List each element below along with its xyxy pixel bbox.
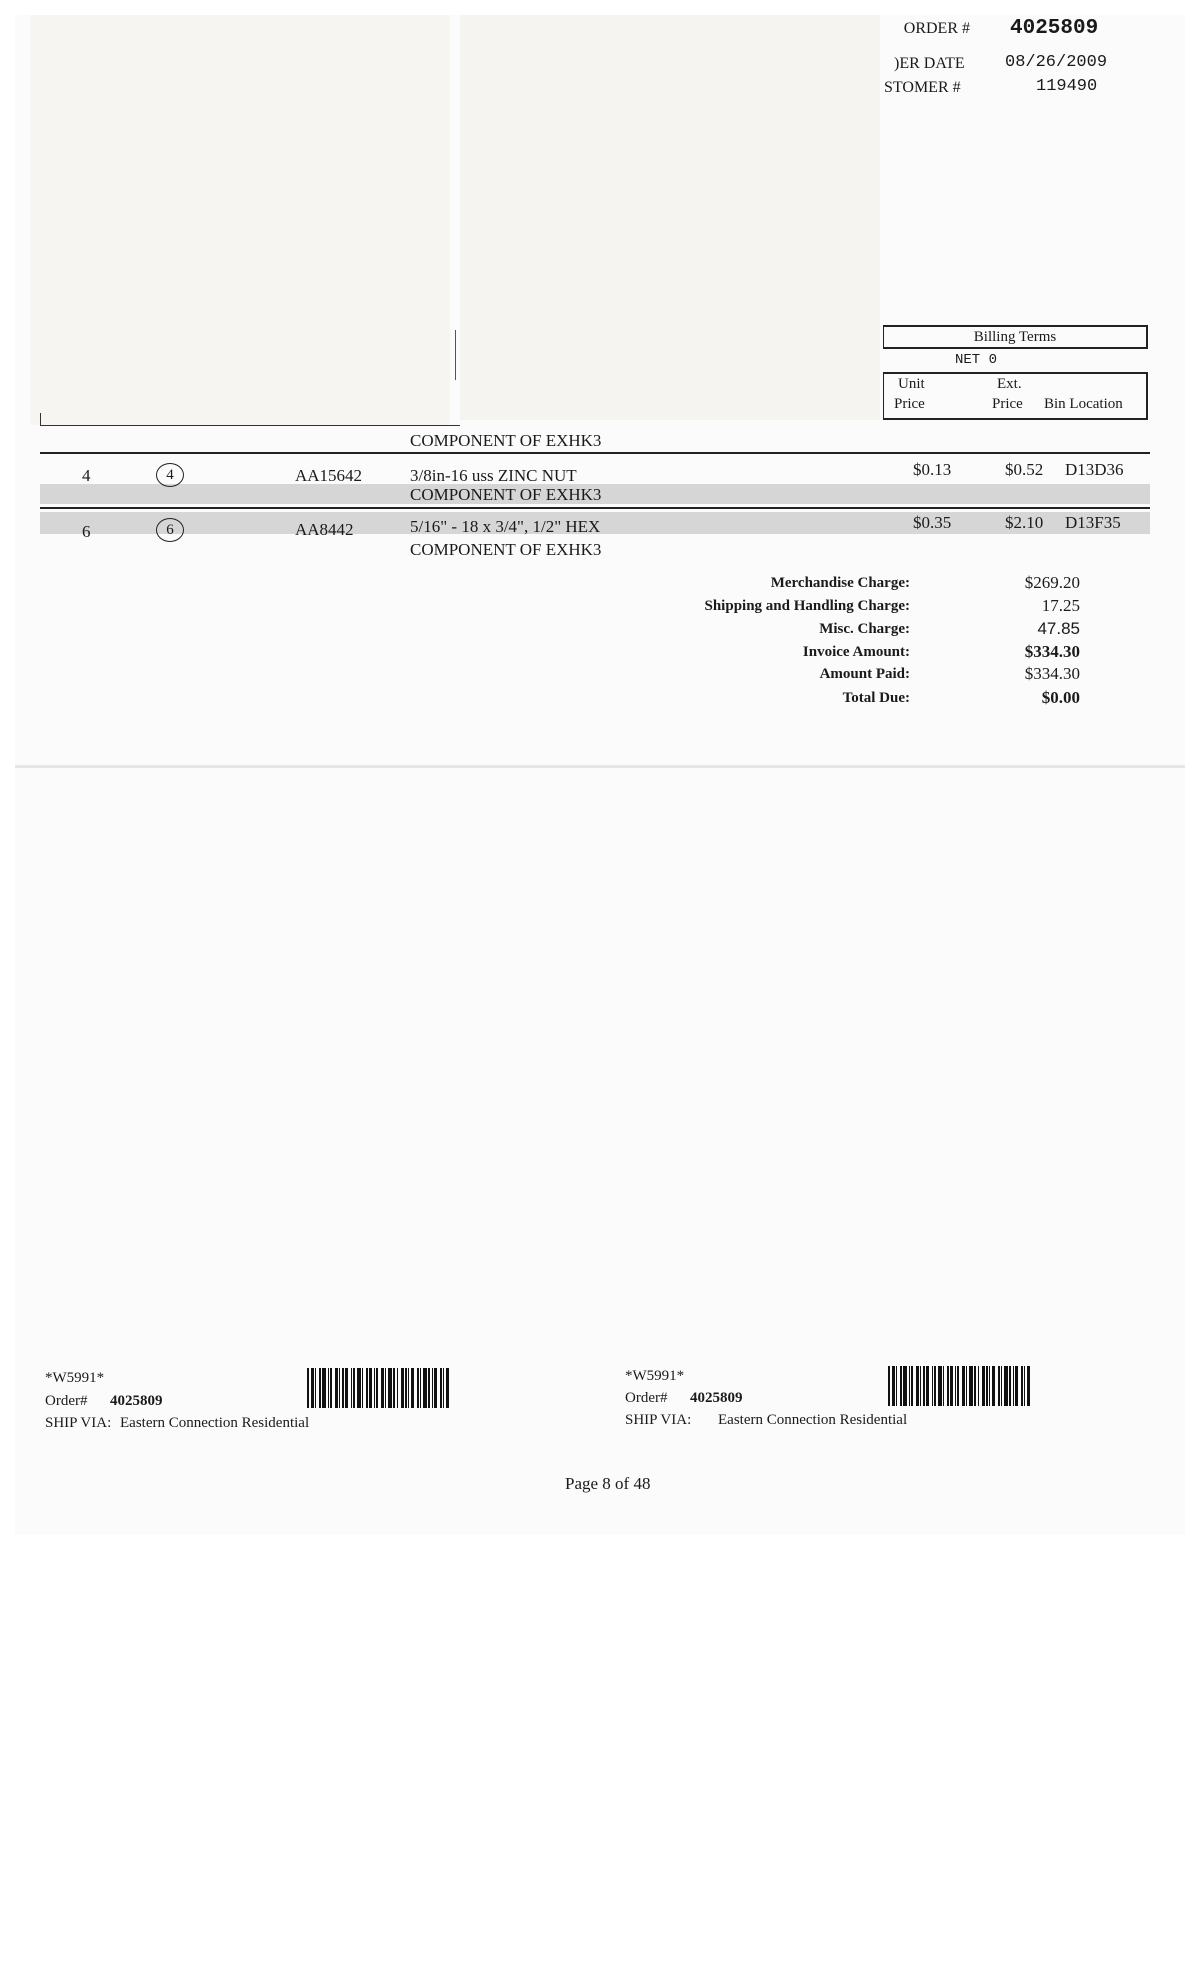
label-order-label: Order# <box>625 1390 668 1406</box>
barcode-right <box>888 1366 1030 1406</box>
item-sku: AA15642 <box>295 466 363 485</box>
item-shipped: 6 <box>156 518 184 542</box>
fold-line <box>15 765 1185 768</box>
label-ship-via-label: SHIP VIA: <box>625 1412 692 1428</box>
component-note-top: COMPONENT OF EXHK3 <box>410 431 602 450</box>
billing-terms-title: Billing Terms <box>973 329 1057 345</box>
rule-center <box>455 330 456 380</box>
shipping-charge-label: Shipping and Handling Charge: <box>704 598 910 614</box>
label-order-label: Order# <box>45 1393 88 1409</box>
page-number: Page 8 of 48 <box>565 1474 651 1493</box>
item-sku: AA8442 <box>295 520 354 539</box>
label-ship-via: Eastern Connection Residential <box>718 1412 908 1428</box>
amount-paid-value: $334.30 <box>1024 664 1080 683</box>
item-ext-price: $2.10 <box>1005 513 1044 532</box>
rule-left <box>40 425 460 426</box>
label-code: *W5991* <box>45 1370 105 1386</box>
misc-charge-label: Misc. Charge: <box>819 621 910 637</box>
unit-price-header-2: Price <box>894 396 925 412</box>
bin-location-header: Bin Location <box>1044 396 1123 412</box>
unit-price-header-1: Unit <box>898 376 925 392</box>
billing-terms-box <box>883 325 1148 349</box>
item-description: 3/8in-16 uss ZINC NUT <box>410 466 577 485</box>
misc-charge-value: 47.85 <box>1037 619 1080 638</box>
order-number: 4025809 <box>1010 17 1099 40</box>
label-order-number: 4025809 <box>110 1393 163 1409</box>
customer-number: 119490 <box>1036 77 1098 96</box>
item-description: 5/16" - 18 x 3/4", 1/2" HEX <box>410 517 601 536</box>
item-shipped: 4 <box>156 463 184 487</box>
total-due-label: Total Due: <box>842 690 910 706</box>
item-unit-price: $0.13 <box>913 460 952 479</box>
item-bin: D13D36 <box>1065 460 1124 479</box>
item-ext-price: $0.52 <box>1005 460 1044 479</box>
total-due-value: $0.00 <box>1041 688 1080 707</box>
redacted-area-center <box>460 15 880 420</box>
label-code: *W5991* <box>625 1368 685 1384</box>
invoice-amount-label: Invoice Amount: <box>802 644 910 660</box>
label-order-number: 4025809 <box>690 1390 743 1406</box>
order-date-label: )ER DATE <box>894 55 965 72</box>
invoice-amount-value: $334.30 <box>1024 642 1080 661</box>
shipping-charge-value: 17.25 <box>1041 596 1080 615</box>
row-divider <box>40 507 1150 509</box>
order-label: ORDER # <box>903 20 970 37</box>
merchandise-charge-label: Merchandise Charge: <box>770 575 910 591</box>
barcode-left <box>307 1368 449 1408</box>
label-ship-via-label: SHIP VIA: <box>45 1415 112 1431</box>
item-qty: 6 <box>82 522 91 541</box>
price-column-header <box>883 372 1148 420</box>
ext-price-header-2: Price <box>992 396 1023 412</box>
customer-label: STOMER # <box>884 79 961 96</box>
redacted-area-left <box>30 15 450 425</box>
item-note: COMPONENT OF EXHK3 <box>410 540 602 559</box>
row-divider <box>40 452 1150 454</box>
ext-price-header-1: Ext. <box>997 376 1022 392</box>
item-note: COMPONENT OF EXHK3 <box>410 485 602 504</box>
rule-left-tick <box>40 413 41 425</box>
label-ship-via: Eastern Connection Residential <box>120 1415 310 1431</box>
item-unit-price: $0.35 <box>913 513 952 532</box>
merchandise-charge-value: $269.20 <box>1024 573 1080 592</box>
billing-terms-value: NET 0 <box>955 352 998 368</box>
item-qty: 4 <box>82 466 91 485</box>
item-bin: D13F35 <box>1065 513 1121 532</box>
order-date: 08/26/2009 <box>1005 53 1108 72</box>
amount-paid-label: Amount Paid: <box>819 666 910 682</box>
